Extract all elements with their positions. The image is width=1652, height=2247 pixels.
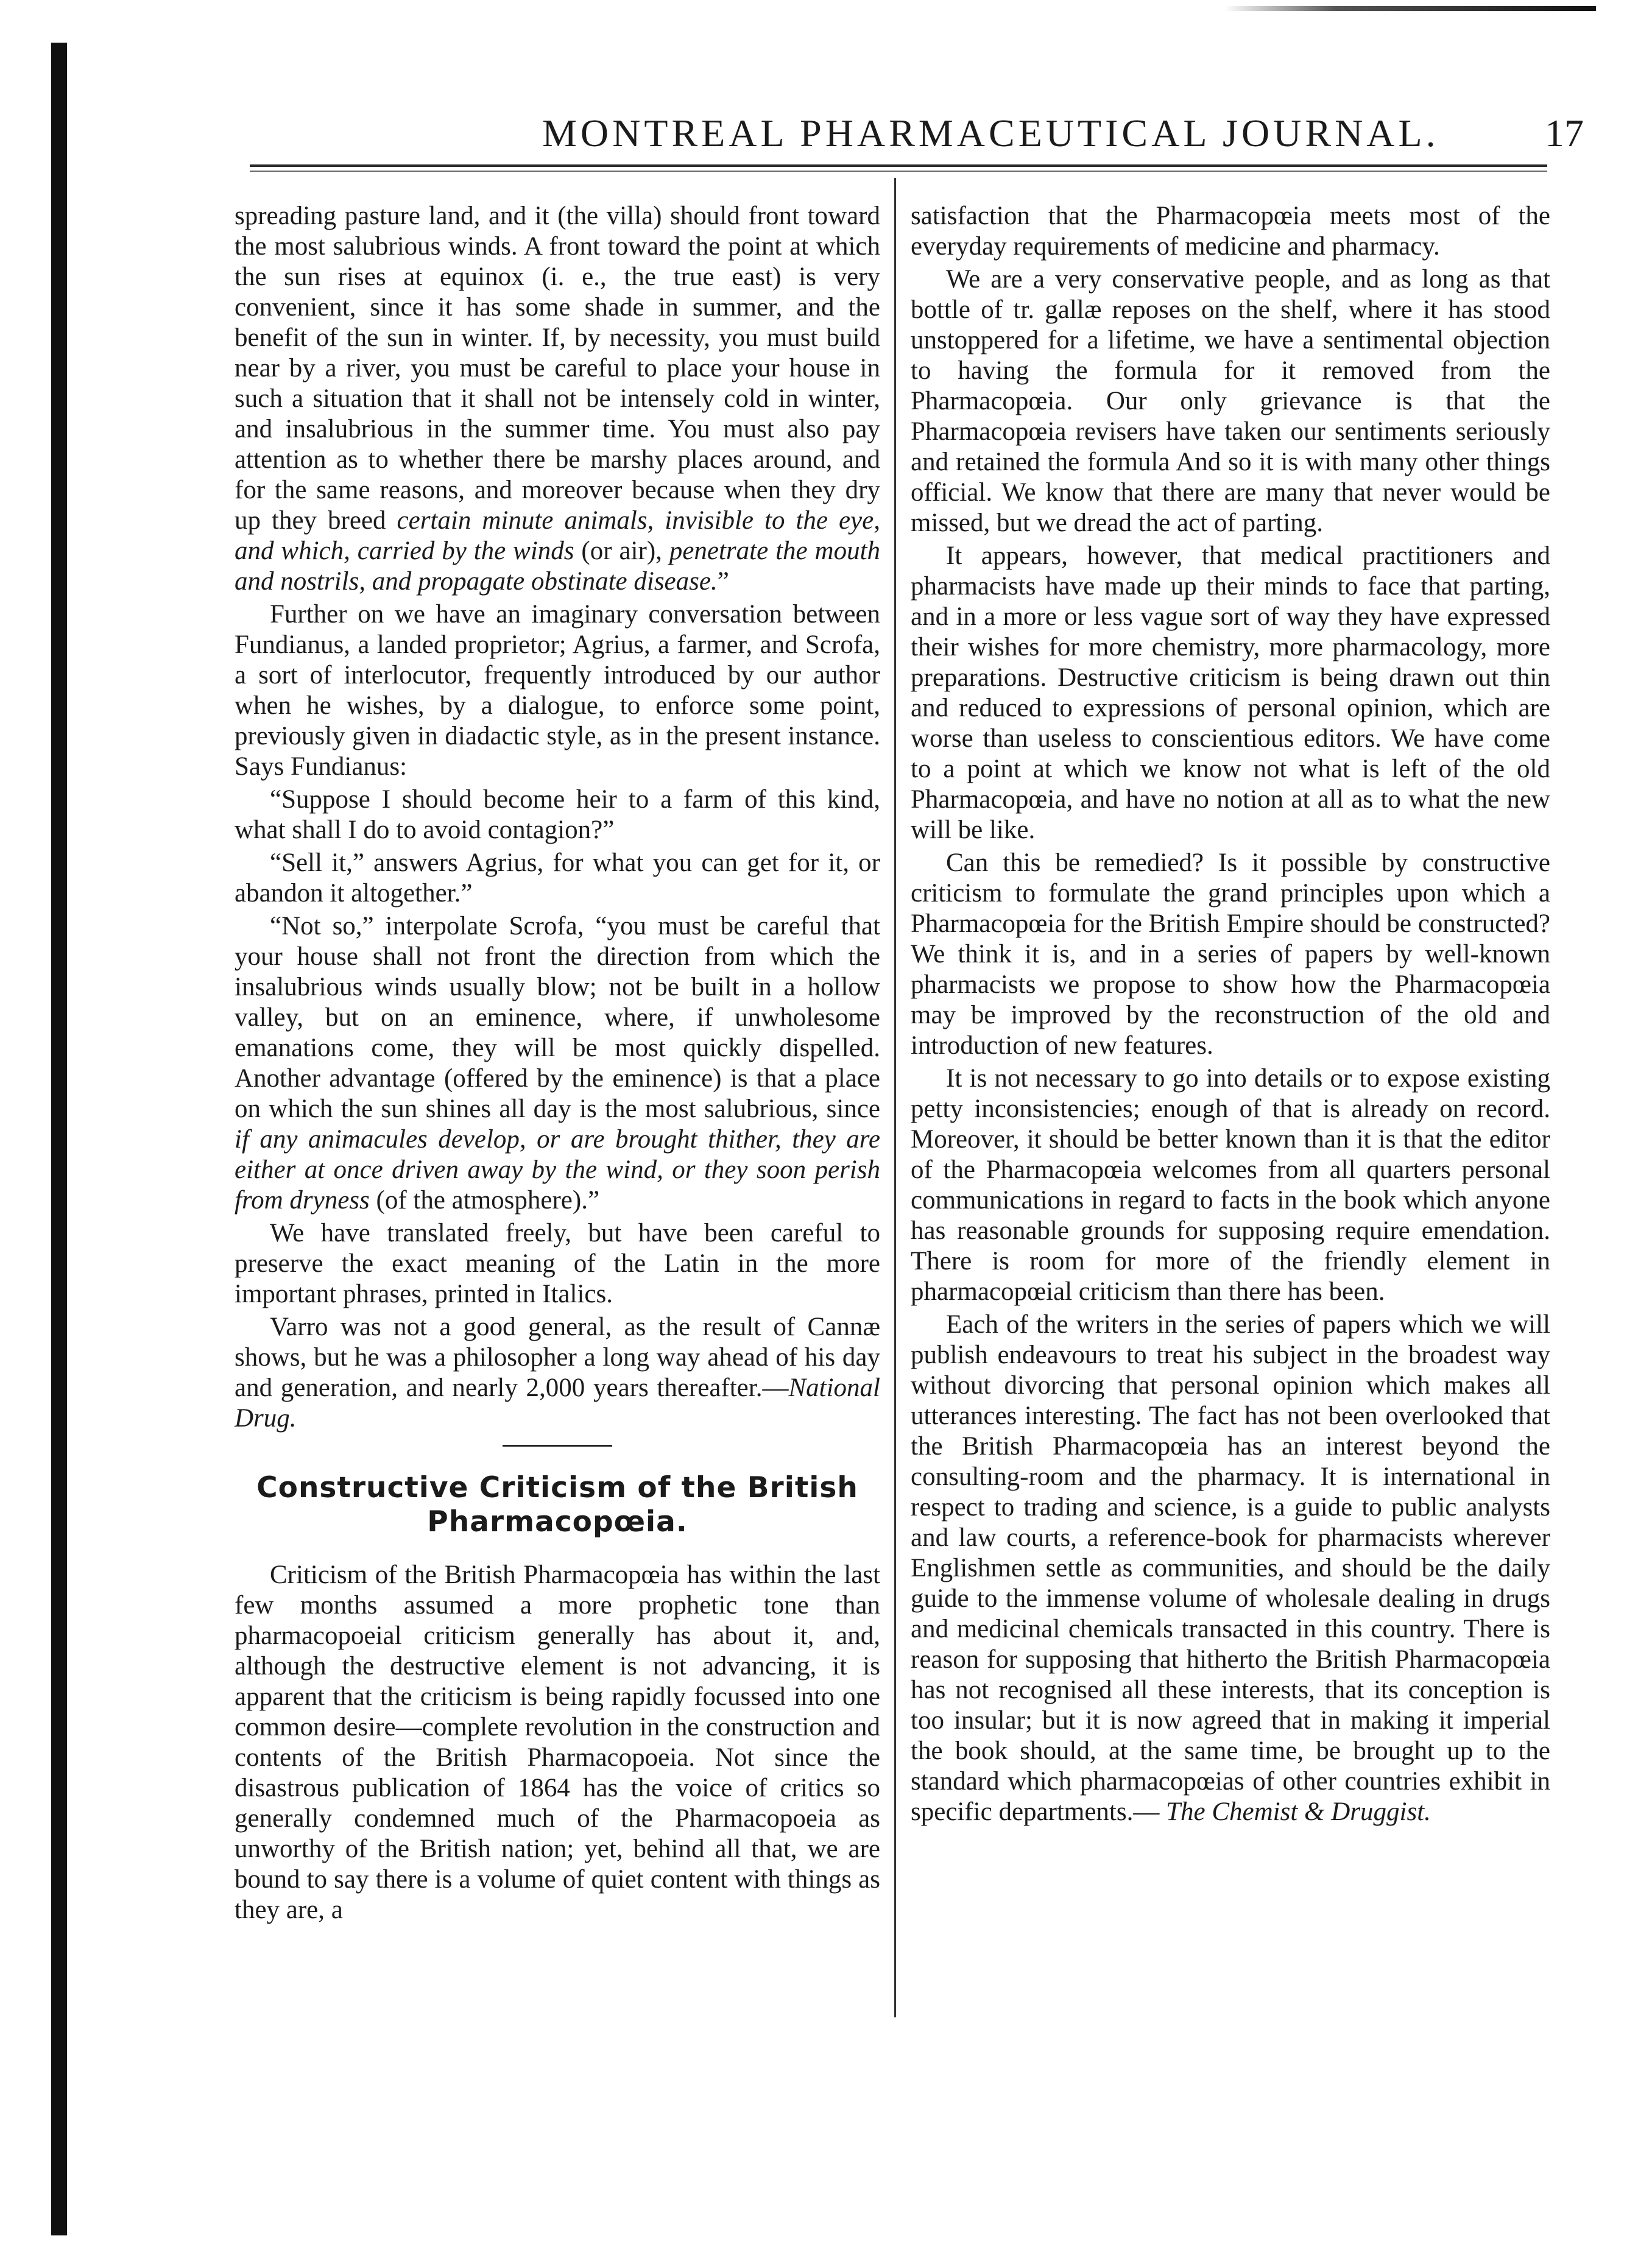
page-number: 17 <box>1545 111 1584 155</box>
top-scan-rule <box>1224 6 1596 11</box>
running-head <box>244 104 1584 155</box>
paragraph: “Suppose I should become heir to a farm of this kind, what shall I do to avoid contagion?” <box>235 785 880 844</box>
journal-title: MONTREAL PHARMACEUTICAL JOURNAL. <box>542 111 1439 155</box>
paragraph <box>235 911 880 1216</box>
text-run: spreading pasture land, and it (the villa) should front toward the most salubrious winds. A front toward the point at which the sun rises at equinox (i. e., the true east) is very convenient, since it has some shade in summer, and the benefit of the sun in winter. If, by necessity, you must build near by a river, you must be careful to place your house in such a situation that it shall not be intensely cold in winter, and insalubrious in the summer time. You must also pay attention as to whether there be marshy places around, and for the same reasons, and moreover because when they dry up they breed <box>235 202 880 535</box>
text-run: “Not so,” interpolate Scrofa, “you must be careful that your house shall not front the direction from which the insalubrious winds usually blow; not be built in a hollow valley, but on an eminence, where, if unwholesome emanations come, they will be most quickly dispelled. Another advantage (offered by the eminence) is that a place on which the sun shines all day is the most salubrious, since <box>235 912 880 1123</box>
paragraph: We have translated freely, but have been careful to preserve the exact meaning of the Latin in the more important phrases, printed in Italics. <box>235 1219 880 1308</box>
paragraph <box>911 1310 1550 1827</box>
article-divider <box>503 1445 612 1447</box>
text-run: Each of the writers in the series of papers which we will publish endeavours to treat his subject in the broadest way without divorcing that personal opinion which makes all utterances interesting. The fact has not been overlooked that the British Pharmacopœia has an interest beyond the consulting-room and the pharmacy. It is international in respect to trading and science, is a guide to public analysts and law courts, a reference-book for pharmacists wherever Englishmen settle as communities, and should be the daily guide to the immense volume of wholesale dealing in drugs and medicinal chemicals transacted in this country. There is reason for supposing that hitherto the British Pharmacopœia has not recognised all these interests, that its conception is too insular; but it is now agreed that in making it imperial the book should, at the same time, be brought up to the standard which pharmacopœias of other countries exhibit in specific departments.— <box>911 1310 1550 1826</box>
text-run: Varro was not a good general, as the result of Cannæ shows, but he was a philosopher a long way ahead of his day and generation, and nearly 2,000 years thereafter.— <box>235 1313 880 1402</box>
scan-binding-edge <box>51 43 67 2235</box>
paragraph: “Sell it,” answers Agrius, for what you can get for it, or abandon it altogether.” <box>235 848 880 908</box>
left-column <box>235 201 880 1928</box>
text-run: ” <box>717 567 729 596</box>
header-rule <box>250 164 1547 172</box>
right-column <box>911 201 1550 1830</box>
paragraph: satisfaction that the Pharmacopœia meets most of the everyday requirements of medicine and pharmacy. <box>911 202 1550 261</box>
paragraph: It appears, however, that medical practitioners and pharmacists have made up their minds to face that parting, and in a more or less vague sort of way they have expressed their wishes for more chemistry, more pharmacology, more preparations. Destructive criticism is being drawn out thin and reduced to expressions of personal opinion, which are worse than useless to conscientious editors. We have come to a point at which we know not what is left of the old Pharmacopœia, and have no notion at all as to what the new will be like. <box>911 541 1550 844</box>
paragraph: We are a very conservative people, and as long as that bottle of tr. gallæ reposes on the shelf, where it has stood unstoppered for a lifetime, we have a sentimental objection to having the formula for it removed from the Pharmacopœia. Our only grievance is that the Pharmacopœia revisers have taken our sentiments seriously and retained the formula And so it is with many other things official. We know that there are many that never would be missed, but we dread the act of parting. <box>911 265 1550 537</box>
paragraph: Criticism of the British Pharmacopœia has within the last few months assumed a more prophetic tone than pharmacopoeial criticism generally has about it, and, although the destructive element is not advancing, it is apparent that the criticism is being rapidly focussed into one common desire—complete revolution in the construction and contents of the British Pharmacopoeia. Not since the disastrous publication of 1864 has the voice of critics so generally condemned much of the Pharmacopoeia as unworthy of the British nation; yet, behind all that, we are bound to say there is a volume of quiet content with things as they are, a <box>235 1561 880 1924</box>
italic-run: penetrate the mouth and nostrils, and propagate obstinate disease. <box>235 537 881 596</box>
italic-run: if any animacules develop, or are brought thither, they are either at once driven away by the wind, or they soon perish from dryness <box>235 1125 880 1215</box>
paragraph: Can this be remedied? Is it possible by constructive criticism to formulate the grand principles upon which a Pharmacopœia for the British Empire should be constructed? We think it is, and in a series of papers by well-known pharmacists we propose to show how the Pharmacopœia may be improved by the reconstruction of the old and introduction of new features. <box>911 848 1550 1060</box>
article-heading: Constructive Criticism of the British Pharmacopœia. <box>256 1471 858 1539</box>
paragraph <box>235 1312 880 1434</box>
paragraph: It is not necessary to go into details or to expose existing petty inconsistencies; enough of that is already on record. Moreover, it should be better known than it is that the editor of the Pharmacopœia welcomes from all quarters personal communications in regard to facts in the book which anyone has reasonable grounds for supposing require emendation. There is room for more of the friendly element in pharmacopœial criticism than there has been. <box>911 1064 1550 1306</box>
source-credit: National Drug. <box>235 1374 880 1433</box>
source-credit: The Chemist & Druggist. <box>1166 1797 1431 1826</box>
italic-run: certain minute animals, invisible to the eye, and which, carried by the winds <box>235 506 880 565</box>
text-run: (of the atmosphere).” <box>369 1186 600 1215</box>
paragraph <box>235 201 880 597</box>
text-run: (or air), <box>574 537 669 565</box>
column-divider <box>894 178 896 2017</box>
paragraph: Further on we have an imaginary conversation between Fundianus, a landed proprietor; Agrius, a farmer, and Scrofa, a sort of interlocutor, frequently introduced by our author when he wishes, by a dialogue, to enforce some point, previously given in diadactic style, as in the present instance. Says Fundianus: <box>235 600 880 781</box>
